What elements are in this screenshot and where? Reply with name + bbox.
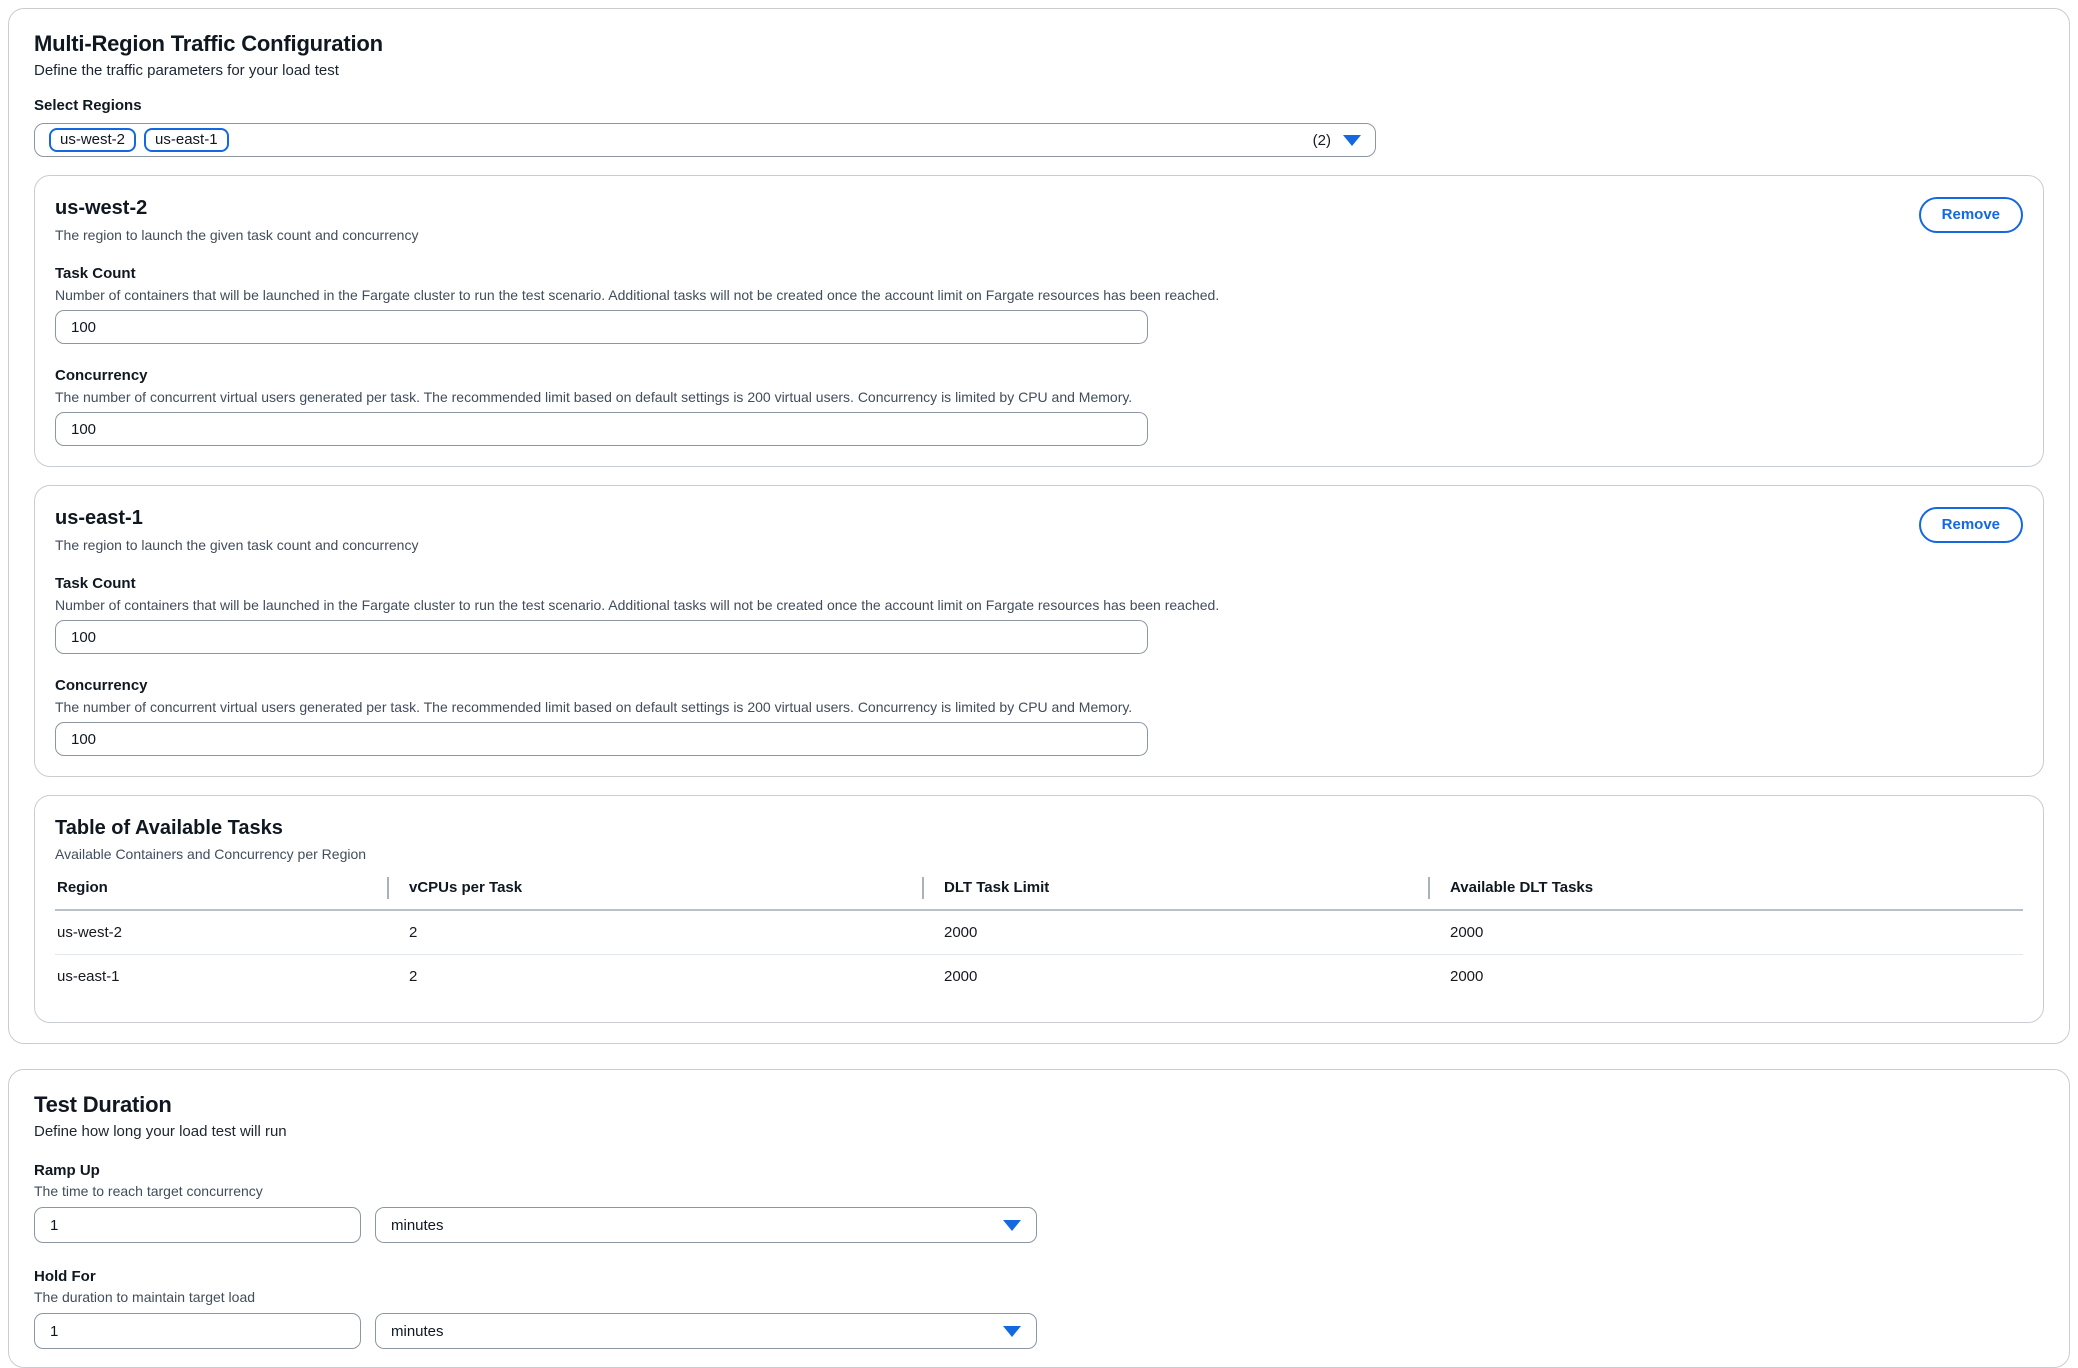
traffic-section-title: Multi-Region Traffic Configuration bbox=[34, 31, 383, 56]
concurrency-input[interactable] bbox=[55, 412, 1148, 446]
remove-region-button[interactable]: Remove bbox=[1919, 507, 2023, 543]
ramp-up-value-input[interactable] bbox=[34, 1207, 361, 1243]
cell-vcpus: 2 bbox=[409, 968, 418, 985]
hold-for-description: The duration to maintain target load bbox=[34, 1289, 256, 1305]
remove-region-button[interactable]: Remove bbox=[1919, 197, 2023, 233]
region-description: The region to launch the given task count and concurrency bbox=[55, 537, 419, 553]
region-token-us-west-2[interactable]: us-west-2 bbox=[49, 128, 136, 152]
task-count-input[interactable] bbox=[55, 310, 1148, 344]
ramp-up-row bbox=[34, 1207, 2044, 1243]
region-title: us-east-1 bbox=[55, 507, 143, 529]
ramp-up-unit-select[interactable] bbox=[375, 1207, 1037, 1243]
duration-section-subtitle: Define how long your load test will run bbox=[34, 1123, 287, 1140]
concurrency-label: Concurrency bbox=[55, 367, 148, 384]
task-count-label: Task Count bbox=[55, 575, 136, 592]
regions-multiselect[interactable] bbox=[34, 123, 1376, 157]
hold-for-unit-value: minutes bbox=[391, 1322, 444, 1340]
cell-vcpus: 2 bbox=[387, 910, 922, 955]
concurrency-input[interactable] bbox=[55, 722, 1148, 756]
ramp-up-description: The time to reach target concurrency bbox=[34, 1183, 263, 1199]
column-header-available-tasks: Available DLT Tasks bbox=[1428, 879, 2023, 910]
select-regions-label: Select Regions bbox=[34, 97, 142, 114]
traffic-section-subtitle: Define the traffic parameters for your load test bbox=[34, 62, 339, 79]
concurrency-description: The number of concurrent virtual users generated per task. The recommended limit based on default settings is 200 virtual users. Concurrency is limited by CPU and Memory. bbox=[55, 699, 1133, 715]
caret-down-icon[interactable] bbox=[1003, 1326, 1021, 1337]
region-card-us-west-2 bbox=[34, 175, 2044, 467]
hold-for-row bbox=[34, 1313, 2044, 1349]
caret-down-icon[interactable] bbox=[1343, 135, 1361, 146]
cell-available-tasks: 2000 bbox=[1428, 910, 2023, 955]
region-description: The region to launch the given task count and concurrency bbox=[55, 227, 419, 243]
column-header-task-limit: DLT Task Limit bbox=[922, 879, 1428, 910]
region-token-us-east-1[interactable]: us-east-1 bbox=[144, 128, 229, 152]
region-title: us-west-2 bbox=[55, 197, 148, 219]
ramp-up-unit-value: minutes bbox=[391, 1216, 444, 1234]
column-header-region: Region bbox=[55, 879, 387, 910]
region-card-us-east-1 bbox=[34, 485, 2044, 777]
caret-down-icon[interactable] bbox=[1003, 1220, 1021, 1231]
task-count-input[interactable] bbox=[55, 620, 1148, 654]
task-count-description: Number of containers that will be launched in the Fargate cluster to run the test scenario. Additional tasks will not be created once the account limit on Fargate resources has been reached. bbox=[55, 287, 1220, 303]
available-tasks-card bbox=[34, 795, 2044, 1023]
table-subtitle: Available Containers and Concurrency per Region bbox=[55, 846, 367, 862]
hold-for-value-input[interactable] bbox=[34, 1313, 361, 1349]
available-tasks-table bbox=[55, 879, 2023, 998]
hold-for-unit-select[interactable] bbox=[375, 1313, 1037, 1349]
task-count-label: Task Count bbox=[55, 265, 136, 282]
table-row bbox=[55, 910, 2023, 955]
duration-section-title: Test Duration bbox=[34, 1092, 172, 1117]
concurrency-description: The number of concurrent virtual users generated per task. The recommended limit based on default settings is 200 virtual users. Concurrency is limited by CPU and Memory. bbox=[55, 389, 1133, 405]
table-header-row bbox=[55, 879, 2023, 910]
cell-region: us-west-2 bbox=[55, 910, 387, 955]
cell-task-limit: 2000 bbox=[944, 968, 978, 985]
table-title: Table of Available Tasks bbox=[55, 817, 283, 839]
cell-available-tasks: 2000 bbox=[1450, 968, 1484, 985]
selected-count: (2) bbox=[1312, 131, 1331, 149]
test-duration-card bbox=[8, 1069, 2070, 1368]
cell-task-limit: 2000 bbox=[922, 910, 1428, 955]
ramp-up-label: Ramp Up bbox=[34, 1162, 100, 1179]
task-count-description: Number of containers that will be launched in the Fargate cluster to run the test scenario. Additional tasks will not be created once the account limit on Fargate resources has been reached. bbox=[55, 597, 1220, 613]
table-row bbox=[55, 955, 2023, 999]
column-header-vcpus: vCPUs per Task bbox=[387, 879, 922, 910]
hold-for-label: Hold For bbox=[34, 1268, 96, 1285]
cell-region: us-east-1 bbox=[57, 968, 120, 985]
concurrency-label: Concurrency bbox=[55, 677, 148, 694]
traffic-configuration-card bbox=[8, 8, 2070, 1044]
